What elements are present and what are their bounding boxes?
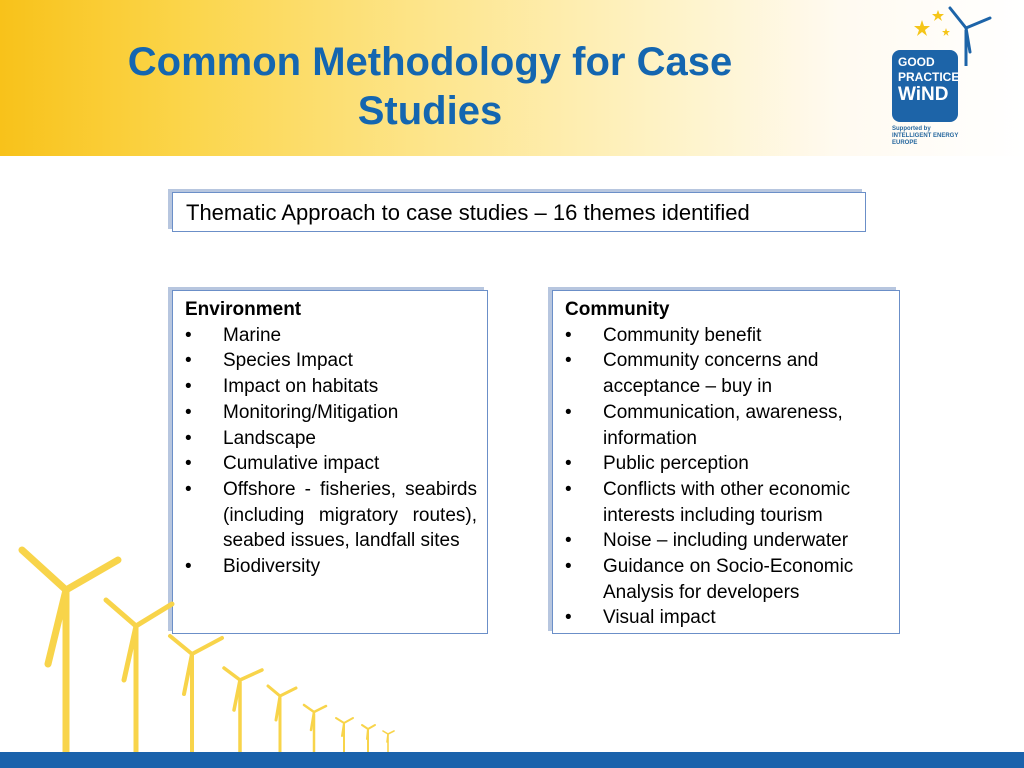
wind-turbines-decoration	[0, 530, 420, 752]
bullet: •	[185, 376, 192, 398]
bullet: •	[565, 453, 572, 475]
programme-name: INTELLIGENT ENERGY	[892, 133, 959, 139]
supported-by-label: Supported by	[892, 126, 931, 132]
bullet: •	[185, 350, 192, 372]
logo-supported-by	[892, 126, 1016, 147]
bullet: •	[185, 478, 192, 500]
community-heading: Community	[565, 299, 670, 320]
list-item: • Biodiversity	[185, 554, 477, 580]
bullet: •	[185, 427, 192, 449]
bullet: •	[565, 530, 572, 552]
good-practice-wind-logo	[886, 6, 1016, 152]
bullet: •	[565, 350, 572, 372]
bullet: •	[185, 401, 192, 423]
list-item: • Impact on habitats	[185, 374, 477, 400]
list-item: • Public perception	[565, 451, 889, 477]
turbine-icon	[304, 705, 326, 752]
logo-box	[892, 50, 958, 122]
page-title: Common Methodology for Case Studies	[127, 40, 733, 133]
community-panel	[552, 290, 900, 634]
bullet: •	[565, 401, 572, 423]
bullet: •	[185, 324, 192, 346]
programme-region: EUROPE	[892, 140, 918, 146]
list-item: • Offshore - fisheries, seabirds (including migratory routes), seabed issues, landfall sites	[185, 477, 477, 554]
turbine-icon	[268, 686, 296, 752]
list-item: • Communication, awareness, information	[565, 400, 889, 451]
community-list	[565, 323, 889, 631]
turbine-icon	[336, 718, 353, 752]
turbine-icon	[170, 636, 222, 752]
bullet: •	[565, 478, 572, 500]
list-item: • Visual impact	[565, 605, 889, 631]
environment-heading: Environment	[185, 299, 302, 320]
footer-bar	[0, 752, 1024, 768]
turbine-large-icon	[22, 550, 118, 752]
bullet: •	[565, 556, 572, 578]
logo-line-good: GOOD	[898, 55, 935, 69]
logo-line-wind: WiND	[898, 84, 949, 105]
list-item: • Species Impact	[185, 348, 477, 374]
list-item: • Conflicts with other economic interests including tourism	[565, 477, 889, 528]
turbine-icon	[106, 600, 172, 752]
list-item: • Cumulative impact	[185, 451, 477, 477]
bullet: •	[185, 453, 192, 475]
turbine-icon	[383, 731, 394, 752]
logo-line-practice: PRACTICE	[898, 70, 960, 84]
turbine-icon	[362, 725, 375, 752]
list-item: • Marine	[185, 323, 477, 349]
list-item: • Noise – including underwater	[565, 528, 889, 554]
list-item: • Monitoring/Mitigation	[185, 400, 477, 426]
turbine-icon	[224, 668, 262, 752]
bullet: •	[185, 556, 192, 578]
list-item: • Landscape	[185, 426, 477, 452]
themes-banner: Thematic Approach to case studies – 16 themes identified	[172, 192, 866, 232]
bullet: •	[565, 607, 572, 629]
list-item: • Guidance on Socio-Economic Analysis for developers	[565, 554, 889, 605]
list-item: • Community concerns and acceptance – buy in	[565, 348, 889, 399]
list-item: • Community benefit	[565, 323, 889, 349]
bullet: •	[565, 324, 572, 346]
